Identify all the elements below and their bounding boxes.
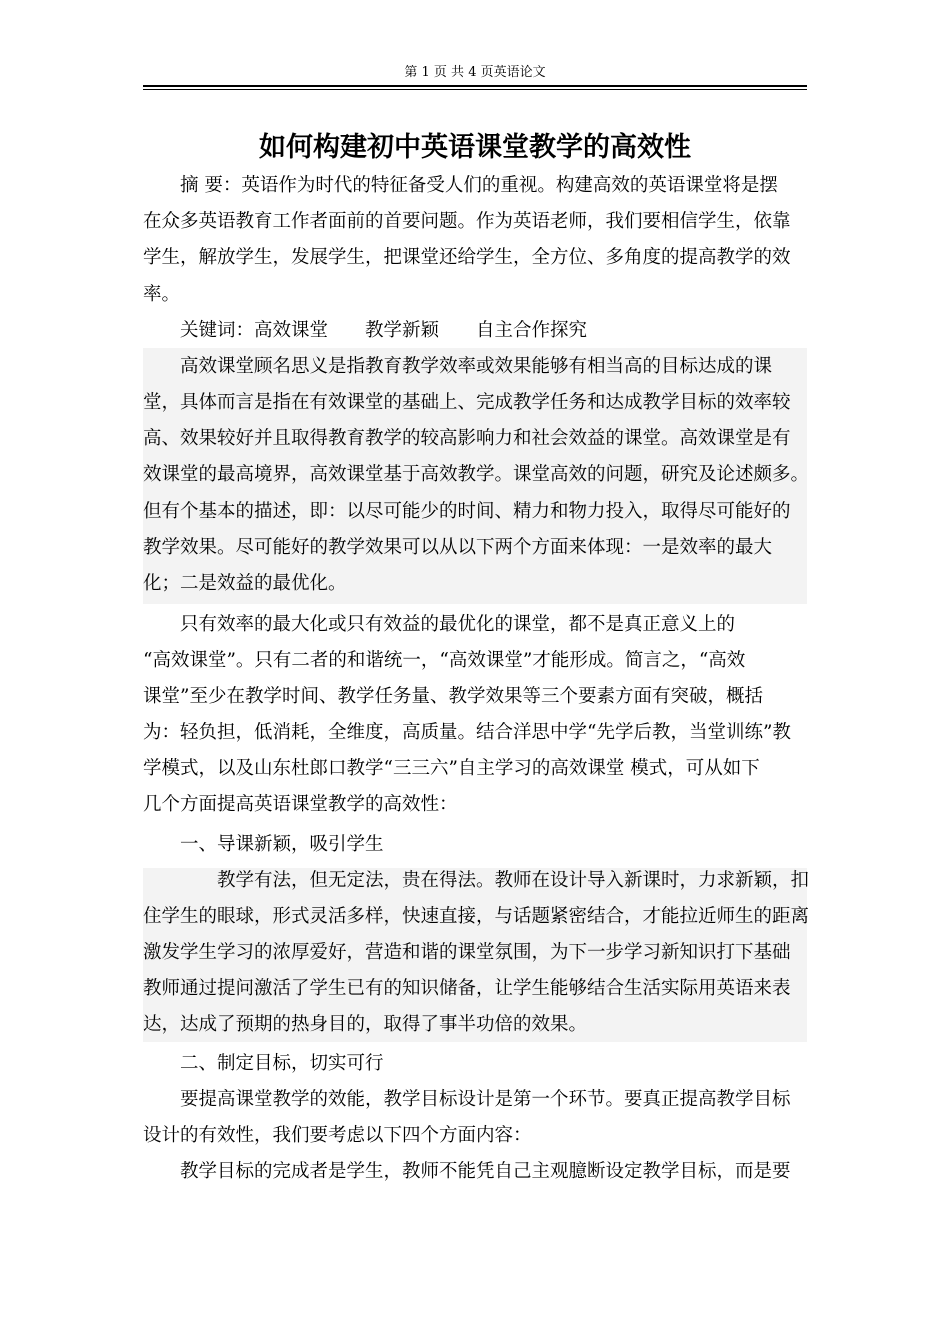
- body-line: 教学目标的完成者是学生，教师不能凭自己主观臆断设定教学目标，而是要: [143, 1161, 791, 1182]
- body-line: 化；二是效益的最优化。: [143, 573, 347, 594]
- body-line: 高、效果较好并且取得教育教学的较高影响力和社会效益的课堂。高效课堂是有: [143, 428, 791, 449]
- body-line: 教学有法，但无定法，贵在得法。教师在设计导入新课时，力求新颖，扣: [143, 870, 810, 891]
- abstract-line: 在众多英语教育工作者面前的首要问题。作为英语老师，我们要相信学生，依靠: [143, 211, 791, 232]
- body-line: 堂，具体而言是指在有效课堂的基础上、完成教学任务和达成教学目标的效率较: [143, 392, 791, 413]
- keywords-line: 关键词：高效课堂 教学新颖 自主合作探究: [143, 320, 588, 341]
- body-line: 达，达成了预期的热身目的，取得了事半功倍的效果。: [143, 1014, 588, 1035]
- abstract-line: 摘 要：英语作为时代的特征备受人们的重视。构建高效的英语课堂将是摆: [143, 175, 778, 196]
- section-heading: 一、导课新颖，吸引学生: [143, 834, 384, 855]
- body-line: 激发学生学习的浓厚爱好，营造和谐的课堂氛围，为下一步学习新知识打下基础: [143, 942, 791, 963]
- abstract-line: 率。: [143, 284, 181, 305]
- body-line: 教师通过提问激活了学生已有的知识储备，让学生能够结合生活实际用英语来表: [143, 978, 791, 999]
- body-line: “高效课堂”。只有二者的和谐统一，“高效课堂”才能形成。简言之，“高效: [143, 650, 746, 671]
- body-line: 高效课堂顾名思义是指教育教学效率或效果能够有相当高的目标达成的课: [143, 356, 773, 377]
- body-line: 课堂”至少在教学时间、教学任务量、教学效果等三个要素方面有突破，概括: [143, 686, 763, 707]
- page-header: 第 1 页 共 4 页英语论文: [404, 65, 546, 80]
- section-heading: 二、制定目标，切实可行: [143, 1053, 384, 1074]
- abstract-line: 学生，解放学生，发展学生，把课堂还给学生，全方位、多角度的提高教学的效: [143, 247, 791, 268]
- body-line: 设计的有效性，我们要考虑以下四个方面内容：: [143, 1125, 532, 1146]
- body-line: 但有个基本的描述，即：以尽可能少的时间、精力和物力投入，取得尽可能好的: [143, 501, 791, 522]
- document-title: 如何构建初中英语课堂教学的高效性: [259, 132, 691, 163]
- header-rule-thick: [143, 85, 807, 87]
- header-rule-thin: [143, 89, 807, 90]
- body-line: 要提高课堂教学的效能，教学目标设计是第一个环节。要真正提高教学目标: [143, 1089, 791, 1110]
- body-line: 只有效率的最大化或只有效益的最优化的课堂，都不是真正意义上的: [143, 614, 736, 635]
- body-line: 教学效果。尽可能好的教学效果可以从以下两个方面来体现：一是效率的最大: [143, 537, 773, 558]
- body-line: 学模式，以及山东杜郎口教学“三三六”自主学习的高效课堂 模式，可从如下: [143, 758, 760, 779]
- body-line: 为：轻负担，低消耗，全维度，高质量。结合洋思中学“先学后教，当堂训练”教: [143, 722, 791, 743]
- body-line: 住学生的眼球，形式灵活多样，快速直接，与话题紧密结合，才能拉近师生的距离: [143, 906, 810, 927]
- body-line: 几个方面提高英语课堂教学的高效性：: [143, 794, 458, 815]
- body-line: 效课堂的最高境界，高效课堂基于高效教学。课堂高效的问题，研究及论述颇多。: [143, 464, 810, 485]
